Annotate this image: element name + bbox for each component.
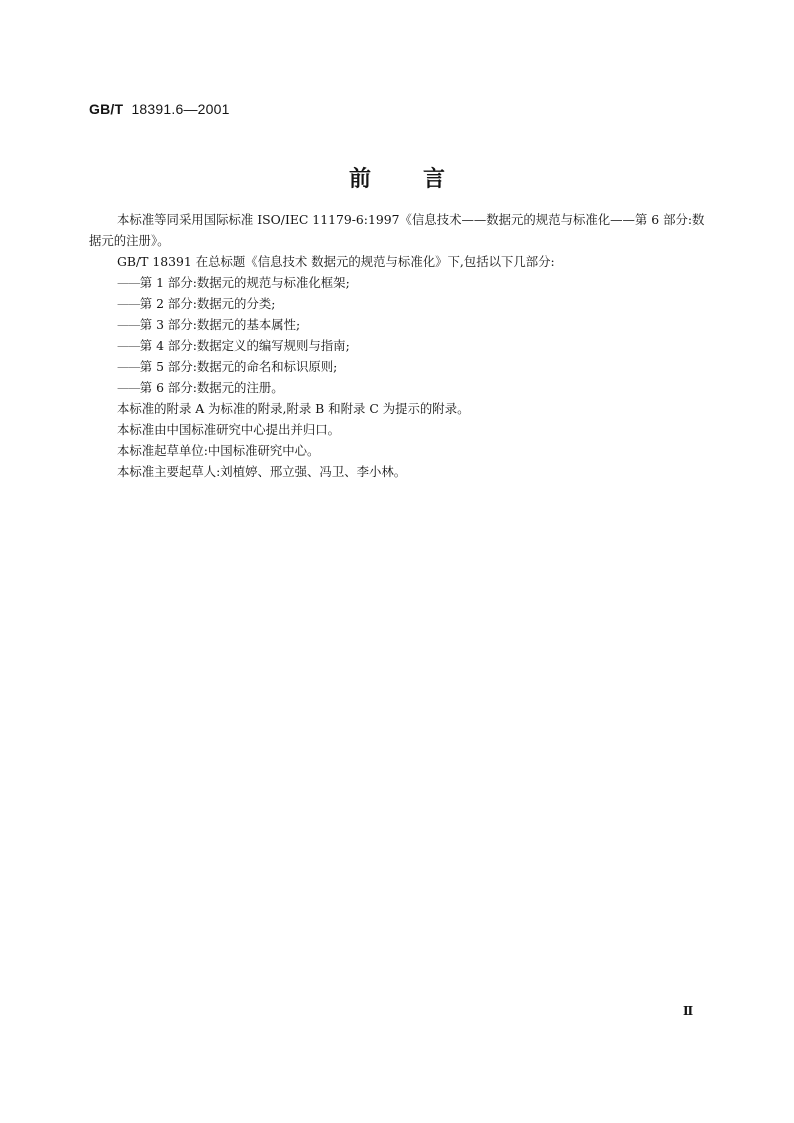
list-item-part-3 <box>89 314 711 335</box>
dash-marker: —— <box>117 380 140 395</box>
part-text: 第 5 部分:数据元的命名和标识原则; <box>139 359 338 374</box>
paragraph-adoption: 本标准等同采用国际标准 ISO/IEC 11179-6:1997《信息技术——数据元的规范与标准化——第 6 部分:数据元的注册》。 <box>89 212 705 248</box>
part-text: 第 4 部分:数据定义的编写规则与指南; <box>139 338 350 353</box>
dash-marker: —— <box>117 317 140 332</box>
list-item-part-2 <box>89 293 711 314</box>
paragraph-proposer: 本标准由中国标准研究中心提出并归口。 <box>117 422 341 437</box>
page-number: Ⅱ <box>683 1004 694 1018</box>
paragraph-annexes: 本标准的附录 A 为标准的附录,附录 B 和附录 C 为提示的附录。 <box>117 401 470 416</box>
list-item-part-5 <box>89 356 711 377</box>
list-item-part-1 <box>89 272 711 293</box>
paragraph-drafting-unit: 本标准起草单位:中国标准研究中心。 <box>117 443 320 458</box>
page-title: 前言 <box>348 167 497 192</box>
part-text: 第 6 部分:数据元的注册。 <box>139 380 284 395</box>
part-text: 第 3 部分:数据元的基本属性; <box>139 317 301 332</box>
part-text: 第 1 部分:数据元的规范与标准化框架; <box>139 275 350 290</box>
list-item-part-6 <box>89 377 711 398</box>
paragraph-series: GB/T 18391 在总标题《信息技术 数据元的规范与标准化》下,包括以下几部分: <box>117 254 555 269</box>
standard-code: 18391.6—2001 <box>131 101 230 117</box>
dash-marker: —— <box>117 338 140 353</box>
paragraph-drafters: 本标准主要起草人:刘植婷、邢立强、冯卫、李小林。 <box>117 464 407 479</box>
standard-number <box>89 101 230 117</box>
list-item-part-4 <box>89 335 711 356</box>
dash-marker: —— <box>117 296 140 311</box>
part-text: 第 2 部分:数据元的分类; <box>139 296 276 311</box>
dash-marker: —— <box>117 275 140 290</box>
dash-marker: —— <box>117 359 140 374</box>
foreword-body <box>89 209 711 482</box>
standard-prefix: GB/T <box>89 101 124 117</box>
